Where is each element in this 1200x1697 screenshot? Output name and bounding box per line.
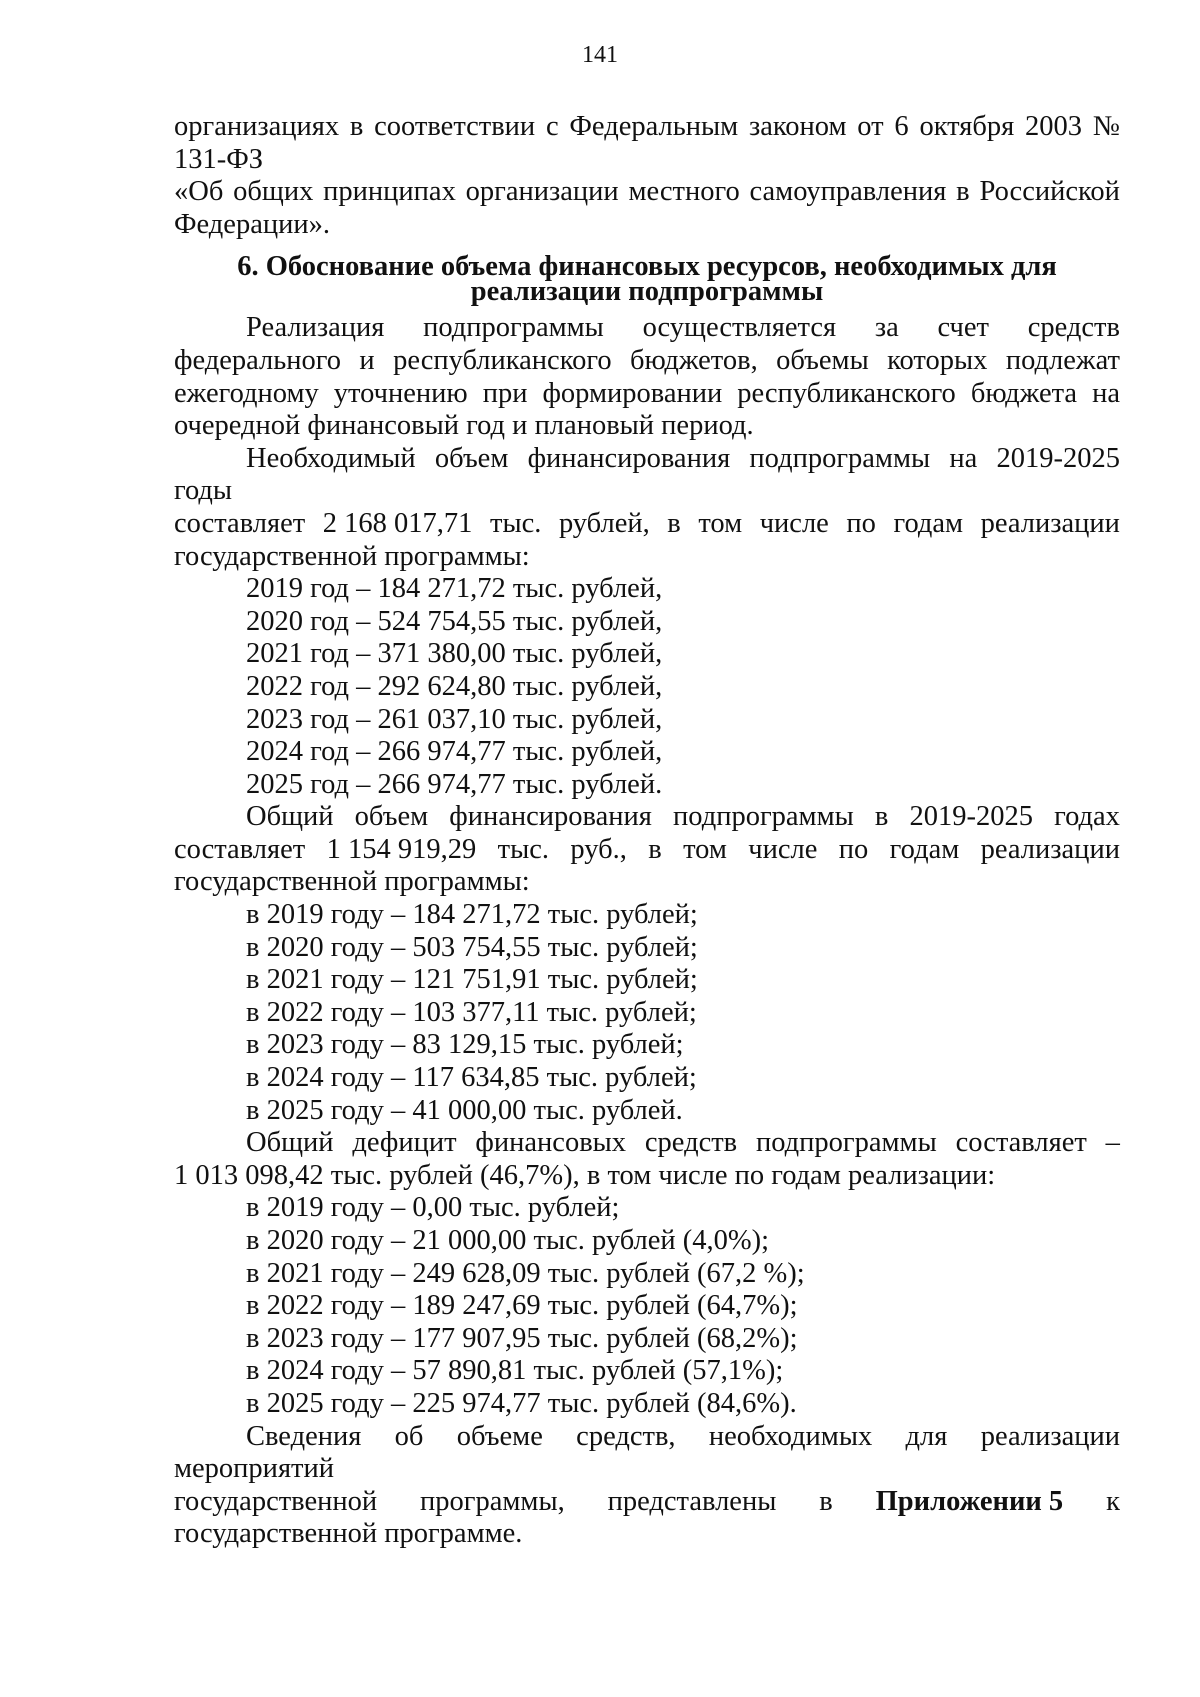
word: годах <box>1054 801 1120 833</box>
word: средств <box>1027 312 1120 344</box>
total-years-list <box>174 899 1120 1127</box>
appendix-word: в <box>819 1485 833 1517</box>
list-item: в 2024 году – 117 634,85 тыс. рублей; <box>246 1062 697 1094</box>
deficit-line-2: 1 013 098,42 тыс. рублей (46,7%), в том числе по годам реализации: <box>174 1159 996 1191</box>
section-heading-line-1: 6. Обоснование объема финансовых ресурсов, необходимых для <box>237 251 1057 283</box>
word: бюджетов, <box>629 344 758 376</box>
list-item: в 2025 году – 41 000,00 тыс. рублей. <box>246 1094 683 1126</box>
list-item: в 2019 году – 0,00 тыс. рублей; <box>246 1192 620 1224</box>
list-item: 2024 год – 266 974,77 тыс. рублей, <box>246 736 663 768</box>
word: числе <box>748 833 818 865</box>
word: самоуправления <box>749 176 947 208</box>
appendix-word: к <box>1106 1485 1120 1517</box>
total-line-2 <box>174 834 1120 867</box>
word: том <box>698 507 743 539</box>
word: подпрограммы <box>423 312 604 344</box>
list-item: в 2022 году – 189 247,69 тыс. рублей (64,7%); <box>246 1290 798 1322</box>
realization-line-4: очередной финансовый год и плановый период. <box>174 410 754 442</box>
required-line-2 <box>174 508 1120 541</box>
word: и <box>359 344 375 376</box>
list-item: в 2020 году – 503 754,55 тыс. рублей; <box>246 931 698 963</box>
appendix-word: государственной <box>174 1485 378 1517</box>
word: по <box>846 507 876 539</box>
word: руб., <box>570 833 627 865</box>
required-line-3: государственной программы: <box>174 540 530 572</box>
intro-paragraph <box>174 111 1120 241</box>
list-item: в 2021 году – 249 628,09 тыс. рублей (67,2 %); <box>246 1257 805 1289</box>
required-financing-paragraph <box>174 443 1120 802</box>
required-line-1: Необходимый объем финансирования подпрограммы на 2019-2025 годы <box>174 442 1120 507</box>
realization-line-2 <box>174 345 1120 378</box>
list-item: в 2025 году – 225 974,77 тыс. рублей (84,6%). <box>246 1387 797 1419</box>
word: составляет <box>174 507 306 539</box>
word: за <box>874 312 899 344</box>
list-item: в 2023 году – 83 129,15 тыс. рублей; <box>246 1029 684 1061</box>
deficit-paragraph <box>174 1127 1120 1420</box>
list-item: 2021 год – 371 380,00 тыс. рублей, <box>246 638 663 670</box>
word: составляет <box>955 1127 1087 1159</box>
word: финансирования <box>449 801 652 833</box>
realization-line-3 <box>174 378 1120 411</box>
word: объемы <box>776 344 869 376</box>
word: бюджета <box>970 377 1078 409</box>
word: 2019-2025 <box>909 801 1033 833</box>
word: составляет <box>174 833 306 865</box>
word: «Об <box>174 176 224 208</box>
word: осуществляется <box>642 312 837 344</box>
word: Общий <box>246 1127 334 1159</box>
word: ежегодному <box>174 377 319 409</box>
word: том <box>683 833 727 865</box>
word: на <box>1092 377 1120 409</box>
page-number: 141 <box>582 42 618 68</box>
word: объем <box>354 801 429 833</box>
realization-paragraph <box>174 312 1120 442</box>
word: 1 154 919,29 <box>326 833 477 865</box>
word: годам <box>889 833 960 865</box>
word: по <box>838 833 869 865</box>
word: Реализация <box>246 312 385 344</box>
total-line-1 <box>174 801 1120 834</box>
appendix-line-2 <box>174 1486 1120 1519</box>
word: дефицит <box>352 1127 457 1159</box>
list-item: 2025 год – 266 974,77 тыс. рублей. <box>246 768 663 800</box>
word: которых <box>887 344 988 376</box>
word: уточнению <box>333 377 468 409</box>
appendix-line-3: государственной программе. <box>174 1518 523 1550</box>
word: средств <box>644 1127 738 1159</box>
word: рублей, <box>558 507 650 539</box>
word: республиканского <box>737 377 956 409</box>
list-item: в 2024 году – 57 890,81 тыс. рублей (57,1%); <box>246 1355 784 1387</box>
word: финансовых <box>475 1127 627 1159</box>
appendix-paragraph <box>174 1421 1120 1551</box>
word: реализации <box>980 507 1120 539</box>
word: в <box>956 176 970 208</box>
word: 2 168 017,71 <box>322 507 473 539</box>
deficit-line-1 <box>174 1127 1120 1160</box>
word: подпрограммы <box>756 1127 937 1159</box>
word: счет <box>937 312 989 344</box>
total-financing-paragraph <box>174 801 1120 1127</box>
list-item: в 2019 году – 184 271,72 тыс. рублей; <box>246 899 698 931</box>
word: при <box>482 377 528 409</box>
word: подлежат <box>1005 344 1120 376</box>
list-item: в 2021 году – 121 751,91 тыс. рублей; <box>246 964 698 996</box>
deficit-years-list <box>174 1192 1120 1420</box>
appendix-word: программы, <box>420 1485 565 1517</box>
list-item: в 2023 году – 177 907,95 тыс. рублей (68,2%); <box>246 1322 798 1354</box>
word: годам <box>893 507 964 539</box>
document-body <box>174 111 1120 1551</box>
list-item: в 2020 году – 21 000,00 тыс. рублей (4,0%); <box>246 1225 770 1256</box>
word: числе <box>759 507 829 539</box>
appendix-word: представлены <box>607 1485 777 1517</box>
word: тыс. <box>497 833 549 865</box>
list-item: 2019 год – 184 271,72 тыс. рублей, <box>246 573 663 605</box>
list-item: 2022 год – 292 624,80 тыс. рублей, <box>246 670 663 702</box>
list-item: 2020 год – 524 754,55 тыс. рублей, <box>246 605 663 637</box>
word: Российской <box>979 176 1120 208</box>
word: реализации <box>980 833 1120 865</box>
word: в <box>648 833 662 865</box>
word: формировании <box>542 377 723 409</box>
section-heading-line-2: реализации подпрограммы <box>470 276 824 308</box>
realization-line-1 <box>174 312 1120 345</box>
total-line-3: государственной программы: <box>174 866 530 898</box>
word: республиканского <box>393 344 612 376</box>
word: тыс. <box>489 507 542 539</box>
word: – <box>1105 1127 1120 1159</box>
word: принципах <box>323 176 456 208</box>
word: подпрограммы <box>673 801 854 833</box>
word: общих <box>233 176 314 208</box>
intro-line-2 <box>174 176 1120 209</box>
list-item: 2023 год – 261 037,10 тыс. рублей, <box>246 703 663 735</box>
word: федерального <box>174 344 341 376</box>
word: в <box>874 801 889 833</box>
word: Общий <box>246 801 334 833</box>
list-item: в 2022 году – 103 377,11 тыс. рублей; <box>246 996 697 1028</box>
word: в <box>667 507 681 539</box>
section-heading <box>174 251 1120 308</box>
intro-line-3: Федерации». <box>174 208 330 240</box>
appendix-reference: Приложении 5 <box>875 1485 1064 1517</box>
word: организации <box>465 176 619 208</box>
appendix-line-1: Сведения об объеме средств, необходимых для реализации мероприятий <box>174 1420 1120 1485</box>
required-years-list <box>174 573 1120 801</box>
word: местного <box>628 176 740 208</box>
intro-line-1: организациях в соответствии с Федеральным законом от 6 октября 2003 № 131-ФЗ <box>174 111 1120 175</box>
